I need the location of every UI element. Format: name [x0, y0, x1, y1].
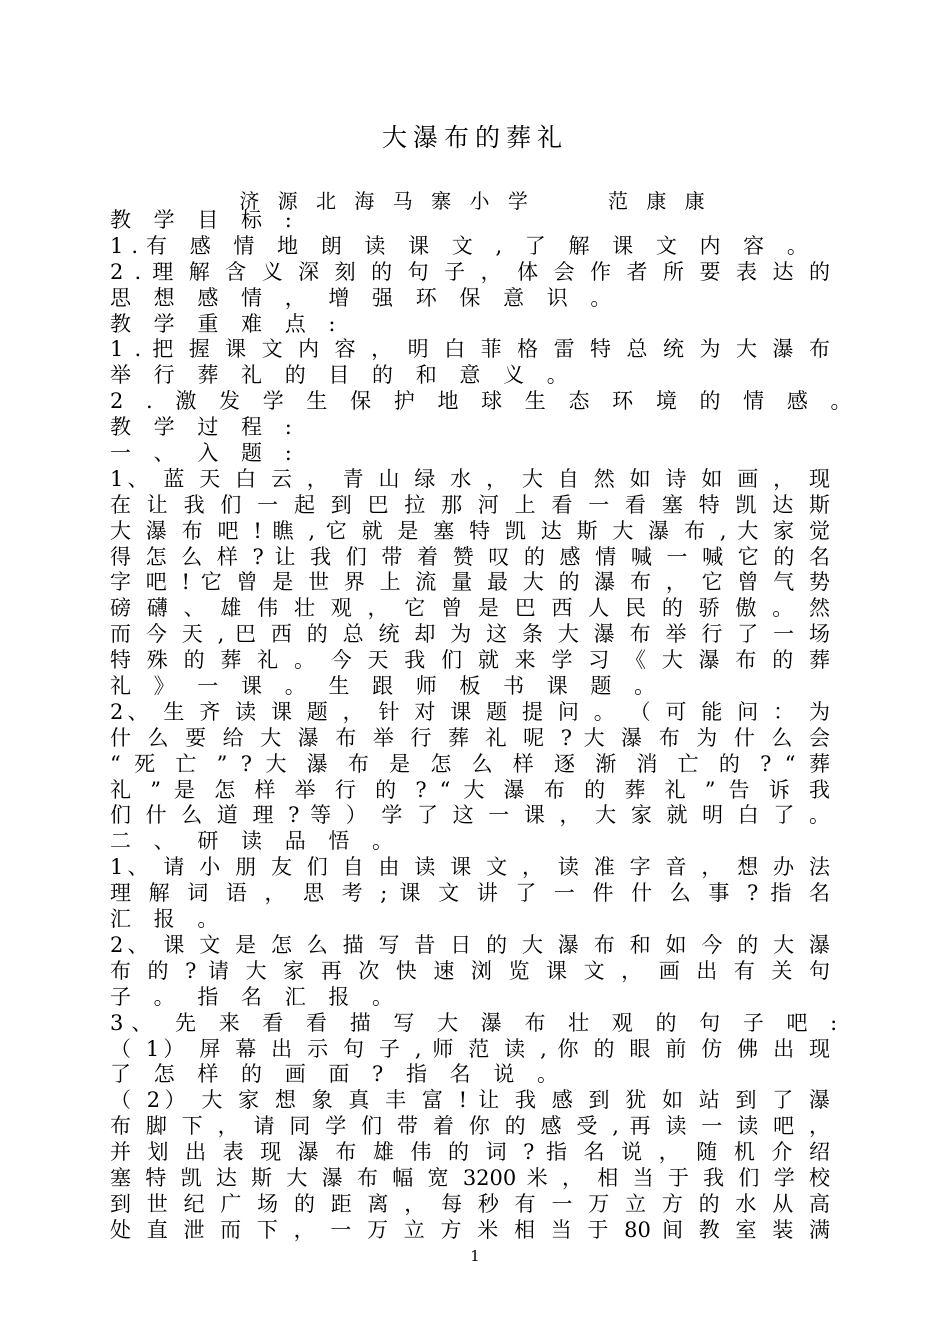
- body-line: （ 1） 屏 幕 出 示 句 子 , 师 范 读 , 你 的 眼 前 仿 佛 出 现: [110, 1036, 830, 1061]
- body-line: 布 的 ? 请 大 家 再 次 快 速 浏 览 课 文 ， 画 出 有 关 句: [110, 958, 830, 983]
- body-line: （ 2） 大 家 想 象 真 丰 富 ! 让 我 感 到 犹 如 站 到 了 瀑: [110, 1088, 830, 1113]
- document-title: 大瀑布的葬礼: [381, 123, 568, 152]
- body-line: “ 死 亡 ” ? 大 瀑 布 是 怎 么 样 逐 渐 消 亡 的 ? “ 葬: [110, 751, 830, 776]
- body-line: 们 什 么 道 理 ? 等 ） 学 了 这 一 课 ， 大 家 就 明 白 了 。: [110, 803, 830, 828]
- body-line: 布 脚 下 ， 请 同 学 们 带 着 你 的 感 受 , 再 读 一 读 吧 ，: [110, 1114, 830, 1139]
- body-line: 得 怎 么 样 ? 让 我 们 带 着 赞 叹 的 感 情 喊 一 喊 它 的 名: [110, 544, 830, 569]
- body-line: 2、 生 齐 读 课 题 ， 针 对 课 题 提 问 。 （ 可 能 问 ： 为: [110, 699, 830, 724]
- body-line: 汇 报 。: [110, 907, 227, 932]
- body-line: 3、 先 来 看 看 描 写 大 瀑 布 壮 观 的 句 子 吧 :: [110, 1010, 846, 1035]
- body-line: 1 . 把 握 课 文 内 容 ， 明 白 菲 格 雷 特 总 统 为 大 瀑 布: [110, 337, 830, 362]
- body-line: 什 么 要 给 大 瀑 布 举 行 葬 礼 呢 ? 大 瀑 布 为 什 么 会: [110, 725, 830, 750]
- page-number: 1: [470, 1247, 480, 1265]
- body-line: 并 划 出 表 现 瀑 布 雄 伟 的 词 ? 指 名 说 ， 随 机 介 绍: [110, 1140, 830, 1165]
- body-line: 2 . 理 解 含 义 深 刻 的 句 子 ， 体 会 作 者 所 要 表 达 的: [110, 259, 830, 284]
- body-line: 一 、 入 题 :: [110, 441, 300, 466]
- body-line: 教 学 重 难 点 :: [110, 311, 344, 336]
- body-line: 大 瀑 布 吧 ! 瞧 , 它 就 是 塞 特 凯 达 斯 大 瀑 布 , 大 家 觉: [110, 518, 830, 543]
- body-line: 2、 课 文 是 怎 么 描 写 昔 日 的 大 瀑 布 和 如 今 的 大 瀑: [110, 932, 830, 957]
- body-line: 2 . 激 发 学 生 保 护 地 球 生 态 环 境 的 情 感 。: [110, 389, 860, 414]
- body-line: 子 。 指 名 汇 报 。: [110, 984, 402, 1009]
- body-line: 思 想 感 情 ， 增 强 环 保 意 识 。: [110, 285, 620, 310]
- author-line: 济 源 北 海 马 寨 小 学 范 康 康: [239, 189, 711, 213]
- body-line: 到 世 纪 广 场 的 距 离 ， 每 秒 有 一 万 立 方 的 水 从 高: [110, 1191, 830, 1216]
- body-line: 礼 ” 是 怎 样 举 行 的 ? “ 大 瀑 布 的 葬 礼 ” 告 诉 我: [110, 777, 830, 802]
- body-line: 教 学 过 程 :: [110, 415, 300, 440]
- body-line: 1、 请 小 朋 友 们 自 由 读 课 文 ， 读 准 字 音 ， 想 办 法: [110, 855, 830, 880]
- document-body: [110, 208, 860, 1244]
- body-line: 在 让 我 们 一 起 到 巴 拉 那 河 上 看 一 看 塞 特 凯 达 斯: [110, 492, 830, 517]
- body-line: 处 直 泄 而 下 ， 一 万 立 方 米 相 当 于 80 间 教 室 装 满: [110, 1217, 830, 1242]
- body-line: 特 殊 的 葬 礼 。 今 天 我 们 就 来 学 习 《 大 瀑 布 的 葬: [110, 648, 830, 673]
- body-line: 举 行 葬 礼 的 目 的 和 意 义 。: [110, 363, 576, 388]
- body-line: 教 学 目 标 :: [110, 208, 300, 232]
- body-line: 二 、 研 读 品 悟 。: [110, 829, 402, 854]
- body-line: 1、 蓝 天 白 云 ， 青 山 绿 水 ， 大 自 然 如 诗 如 画 ， 现: [110, 466, 830, 491]
- body-line: 磅 礴 、 雄 伟 壮 观 ， 它 曾 是 巴 西 人 民 的 骄 傲 。 然: [110, 596, 830, 621]
- body-line: 塞 特 凯 达 斯 大 瀑 布 幅 宽 3200 米 ， 相 当 于 我 们 学 校: [110, 1165, 830, 1190]
- body-line: 礼 》 一 课 。 生 跟 师 板 书 课 题 。: [110, 674, 664, 699]
- body-line: 1.有 感 情 地 朗 读 课 文 , 了 解 课 文 内 容 。: [110, 233, 816, 258]
- body-line: 字 吧 ! 它 曾 是 世 界 上 流 量 最 大 的 瀑 布 ， 它 曾 气 势: [110, 570, 830, 595]
- body-line: 理 解 词 语 ， 思 考 ; 课 文 讲 了 一 件 什 么 事 ? 指 名: [110, 881, 830, 906]
- body-line: 了 怎 样 的 画 面 ? 指 名 说 。: [110, 1062, 567, 1087]
- body-line: 而 今 天 , 巴 西 的 总 统 却 为 这 条 大 瀑 布 举 行 了 一 场: [110, 622, 830, 647]
